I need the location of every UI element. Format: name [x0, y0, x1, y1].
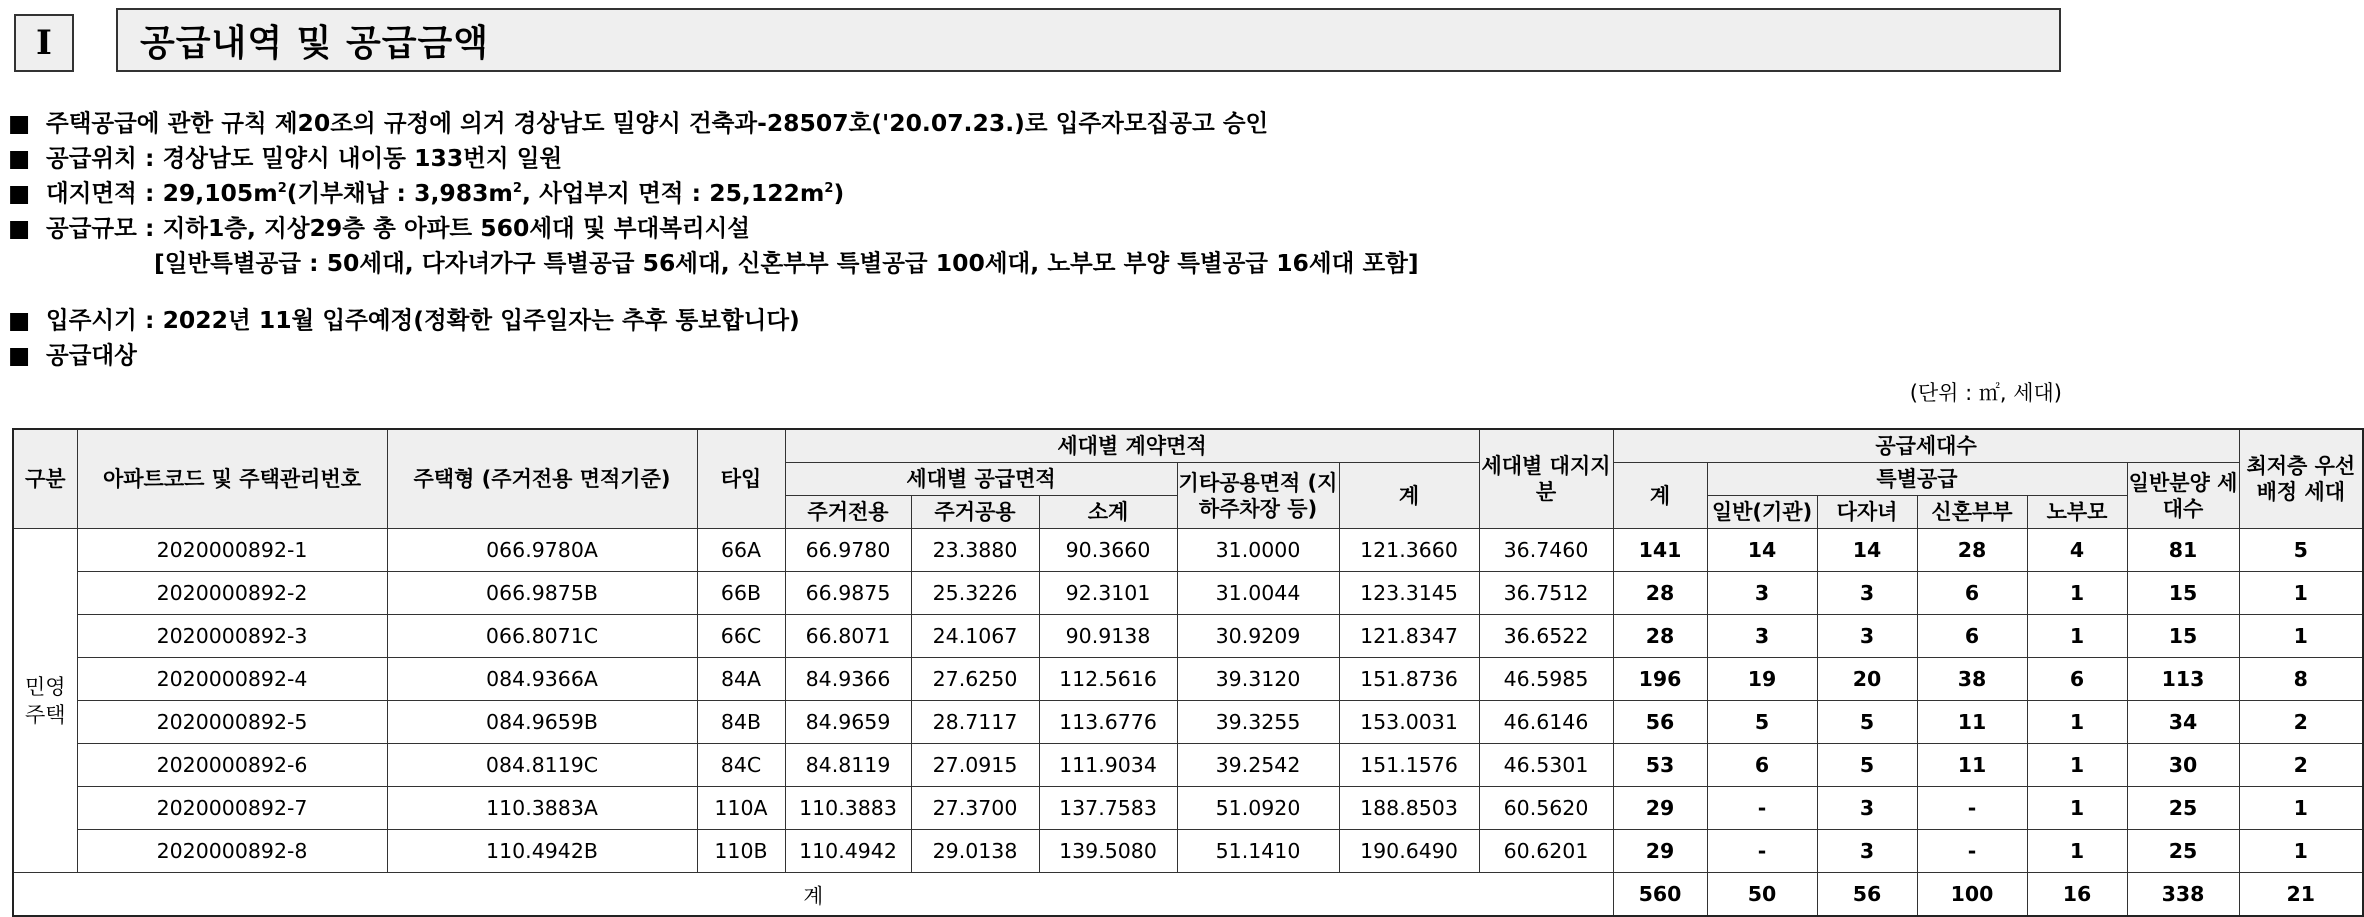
cell-exclusive: 66.9875: [785, 572, 911, 615]
header-subtotal: 소계: [1039, 496, 1177, 529]
table-row: [13, 830, 2363, 873]
cell-multi-child: 3: [1817, 787, 1917, 830]
cell-newlywed: -: [1917, 787, 2027, 830]
bullet-marker: ■: [8, 214, 31, 242]
cell-units: 53: [1613, 744, 1707, 787]
header-supply-units: 공급세대수: [1613, 429, 2239, 463]
bullet-location-text: 공급위치 : 경상남도 밀양시 내이동 133번지 일원: [46, 144, 563, 172]
cell-subtotal: 90.9138: [1039, 615, 1177, 658]
cell-code: 2020000892-4: [77, 658, 387, 701]
cell-lowest-floor: 5: [2239, 529, 2363, 572]
cell-code: 2020000892-8: [77, 830, 387, 873]
supply-table: [12, 428, 2364, 917]
cell-newlywed: 6: [1917, 615, 2027, 658]
cell-land-share: 60.5620: [1479, 787, 1613, 830]
cell-exclusive: 84.8119: [785, 744, 911, 787]
cell-general-inst: 5: [1707, 701, 1817, 744]
cell-lowest-floor: 1: [2239, 572, 2363, 615]
table-row: [13, 529, 2363, 572]
cell-units: 141: [1613, 529, 1707, 572]
cell-multi-child: 5: [1817, 701, 1917, 744]
cell-subtotal: 137.7583: [1039, 787, 1177, 830]
cell-type: 66C: [697, 615, 785, 658]
cell-subtotal: 111.9034: [1039, 744, 1177, 787]
cell-subtotal: 92.3101: [1039, 572, 1177, 615]
cell-general-sale: 34: [2127, 701, 2239, 744]
cell-common: 24.1067: [911, 615, 1039, 658]
bullet-marker: ■: [8, 109, 31, 137]
cell-general-inst: -: [1707, 787, 1817, 830]
cell-newlywed: 28: [1917, 529, 2027, 572]
cell-land-share: 46.6146: [1479, 701, 1613, 744]
bullet-approval-text: 주택공급에 관한 규칙 제20조의 규정에 의거 경상남도 밀양시 건축과-28507호('20.07.23.)로 입주자모집공고 승인: [46, 109, 1269, 137]
cell-subtotal: 112.5616: [1039, 658, 1177, 701]
superscript: 2: [512, 181, 522, 197]
cell-general-sale: 30: [2127, 744, 2239, 787]
total-elderly: 16: [2027, 873, 2127, 917]
table-row: [13, 615, 2363, 658]
cell-area-total: 151.1576: [1339, 744, 1479, 787]
cell-common: 27.3700: [911, 787, 1039, 830]
cell-units: 29: [1613, 830, 1707, 873]
cell-lowest-floor: 1: [2239, 787, 2363, 830]
total-general-inst: 50: [1707, 873, 1817, 917]
cell-land-share: 36.6522: [1479, 615, 1613, 658]
header-general-sale: 일반분양 세대수: [2127, 463, 2239, 529]
cell-other-common: 39.3255: [1177, 701, 1339, 744]
cell-multi-child: 20: [1817, 658, 1917, 701]
header-multi-child: 다자녀: [1817, 496, 1917, 529]
cell-exclusive: 66.8071: [785, 615, 911, 658]
cell-exclusive: 66.9780: [785, 529, 911, 572]
cell-subtotal: 113.6776: [1039, 701, 1177, 744]
cell-general-inst: 3: [1707, 615, 1817, 658]
cell-type: 84B: [697, 701, 785, 744]
cell-multi-child: 5: [1817, 744, 1917, 787]
cell-other-common: 31.0000: [1177, 529, 1339, 572]
cell-common: 28.7117: [911, 701, 1039, 744]
bullet-marker: ■: [8, 144, 31, 172]
cell-type: 66B: [697, 572, 785, 615]
header-category: 구분: [13, 429, 77, 529]
cell-housing-type: 110.4942B: [387, 830, 697, 873]
cell-area-total: 190.6490: [1339, 830, 1479, 873]
cell-area-total: 121.8347: [1339, 615, 1479, 658]
bullet-marker: ■: [8, 179, 31, 207]
bullet-marker: ■: [8, 306, 31, 334]
cell-units: 28: [1613, 572, 1707, 615]
category-cell: 민영 주택: [13, 529, 77, 873]
cell-housing-type: 066.9875B: [387, 572, 697, 615]
total-general-sale: 338: [2127, 873, 2239, 917]
site-area-text: 대지면적 : 29,105m: [46, 179, 278, 207]
cell-lowest-floor: 2: [2239, 701, 2363, 744]
cell-newlywed: 11: [1917, 701, 2027, 744]
total-lowest-floor: 21: [2239, 873, 2363, 917]
cell-other-common: 30.9209: [1177, 615, 1339, 658]
cell-other-common: 39.3120: [1177, 658, 1339, 701]
cell-multi-child: 3: [1817, 830, 1917, 873]
cell-multi-child: 14: [1817, 529, 1917, 572]
cell-area-total: 121.3660: [1339, 529, 1479, 572]
cell-code: 2020000892-1: [77, 529, 387, 572]
bullet-location: [8, 143, 562, 173]
bullet-target: [8, 340, 137, 370]
cell-type: 66A: [697, 529, 785, 572]
cell-other-common: 51.1410: [1177, 830, 1339, 873]
cell-units: 28: [1613, 615, 1707, 658]
cell-general-sale: 25: [2127, 787, 2239, 830]
cell-common: 29.0138: [911, 830, 1039, 873]
header-type: 타입: [697, 429, 785, 529]
bullet-site-area: [8, 178, 844, 208]
cell-general-inst: 6: [1707, 744, 1817, 787]
cell-area-total: 188.8503: [1339, 787, 1479, 830]
header-exclusive: 주거전용: [785, 496, 911, 529]
cell-lowest-floor: 1: [2239, 615, 2363, 658]
cell-exclusive: 84.9366: [785, 658, 911, 701]
header-area-total: 계: [1339, 463, 1479, 529]
table-row: [13, 658, 2363, 701]
cell-subtotal: 139.5080: [1039, 830, 1177, 873]
cell-elderly: 1: [2027, 787, 2127, 830]
header-newlywed: 신혼부부: [1917, 496, 2027, 529]
cell-elderly: 1: [2027, 701, 2127, 744]
cell-housing-type: 110.3883A: [387, 787, 697, 830]
cell-general-inst: 3: [1707, 572, 1817, 615]
cell-general-sale: 113: [2127, 658, 2239, 701]
cell-land-share: 46.5301: [1479, 744, 1613, 787]
header-common: 주거공용: [911, 496, 1039, 529]
table-row: [13, 701, 2363, 744]
cell-subtotal: 90.3660: [1039, 529, 1177, 572]
header-units-total: 계: [1613, 463, 1707, 529]
header-general-inst: 일반(기관): [1707, 496, 1817, 529]
bullet-target-text: 공급대상: [46, 341, 137, 369]
cell-housing-type: 084.9366A: [387, 658, 697, 701]
cell-elderly: 1: [2027, 744, 2127, 787]
cell-type: 110A: [697, 787, 785, 830]
cell-newlywed: 6: [1917, 572, 2027, 615]
cell-newlywed: 11: [1917, 744, 2027, 787]
table-total-row: [13, 873, 2363, 917]
cell-type: 84C: [697, 744, 785, 787]
total-newlywed: 100: [1917, 873, 2027, 917]
cell-multi-child: 3: [1817, 615, 1917, 658]
cell-housing-type: 084.8119C: [387, 744, 697, 787]
cell-code: 2020000892-2: [77, 572, 387, 615]
cell-general-inst: -: [1707, 830, 1817, 873]
total-multi-child: 56: [1817, 873, 1917, 917]
cell-elderly: 4: [2027, 529, 2127, 572]
cell-code: 2020000892-3: [77, 615, 387, 658]
cell-units: 196: [1613, 658, 1707, 701]
cell-newlywed: -: [1917, 830, 2027, 873]
total-label: 계: [13, 873, 1613, 917]
cell-general-sale: 25: [2127, 830, 2239, 873]
site-area-text: , 사업부지 면적 : 25,122m: [521, 179, 825, 207]
superscript: 2: [824, 181, 834, 197]
header-land-share: 세대별 대지지분: [1479, 429, 1613, 529]
cell-general-inst: 19: [1707, 658, 1817, 701]
header-housing-type: 주택형 (주거전용 면적기준): [387, 429, 697, 529]
cell-general-inst: 14: [1707, 529, 1817, 572]
table-header-row: [13, 429, 2363, 463]
cell-common: 25.3226: [911, 572, 1039, 615]
cell-other-common: 39.2542: [1177, 744, 1339, 787]
unit-note: (단위 : ㎡, 세대): [1909, 381, 2062, 405]
cell-newlywed: 38: [1917, 658, 2027, 701]
cell-exclusive: 84.9659: [785, 701, 911, 744]
cell-exclusive: 110.3883: [785, 787, 911, 830]
cell-housing-type: 084.9659B: [387, 701, 697, 744]
cell-code: 2020000892-6: [77, 744, 387, 787]
cell-area-total: 153.0031: [1339, 701, 1479, 744]
cell-elderly: 6: [2027, 658, 2127, 701]
section-title: 공급내역 및 공급금액: [116, 8, 2061, 72]
bullet-marker: ■: [8, 341, 31, 369]
cell-elderly: 1: [2027, 830, 2127, 873]
bullet-scale: [8, 213, 750, 243]
cell-housing-type: 066.8071C: [387, 615, 697, 658]
header-apt-code: 아파트코드 및 주택관리번호: [77, 429, 387, 529]
cell-general-sale: 15: [2127, 572, 2239, 615]
header-elderly: 노부모: [2027, 496, 2127, 529]
site-area-text: ): [833, 179, 845, 207]
cell-elderly: 1: [2027, 615, 2127, 658]
cell-land-share: 60.6201: [1479, 830, 1613, 873]
header-special: 특별공급: [1707, 463, 2127, 496]
total-units: 560: [1613, 873, 1707, 917]
cell-units: 56: [1613, 701, 1707, 744]
cell-type: 84A: [697, 658, 785, 701]
header-contract-area: 세대별 계약면적: [785, 429, 1479, 463]
cell-other-common: 51.0920: [1177, 787, 1339, 830]
cell-area-total: 123.3145: [1339, 572, 1479, 615]
cell-exclusive: 110.4942: [785, 830, 911, 873]
table-row: [13, 787, 2363, 830]
cell-lowest-floor: 8: [2239, 658, 2363, 701]
cell-land-share: 36.7460: [1479, 529, 1613, 572]
section-header: [12, 8, 2066, 72]
cell-type: 110B: [697, 830, 785, 873]
cell-common: 27.6250: [911, 658, 1039, 701]
cell-lowest-floor: 1: [2239, 830, 2363, 873]
cell-land-share: 46.5985: [1479, 658, 1613, 701]
site-area-text: (기부채납 : 3,983m: [286, 179, 513, 207]
cell-land-share: 36.7512: [1479, 572, 1613, 615]
bullet-scale-text: 공급규모 : 지하1층, 지상29층 총 아파트 560세대 및 부대복리시설: [46, 214, 751, 242]
bullet-approval: [8, 108, 1268, 138]
cell-elderly: 1: [2027, 572, 2127, 615]
cell-lowest-floor: 2: [2239, 744, 2363, 787]
cell-housing-type: 066.9780A: [387, 529, 697, 572]
header-supply-area: 세대별 공급면적: [785, 463, 1177, 496]
table-row: [13, 744, 2363, 787]
bullet-move-in: [8, 305, 800, 335]
cell-common: 27.0915: [911, 744, 1039, 787]
cell-general-sale: 15: [2127, 615, 2239, 658]
bullet-move-in-text: 입주시기 : 2022년 11월 입주예정(정확한 입주일자는 추후 통보합니다): [46, 306, 800, 334]
superscript: 2: [277, 181, 287, 197]
cell-code: 2020000892-7: [77, 787, 387, 830]
cell-code: 2020000892-5: [77, 701, 387, 744]
cell-general-sale: 81: [2127, 529, 2239, 572]
cell-other-common: 31.0044: [1177, 572, 1339, 615]
cell-area-total: 151.8736: [1339, 658, 1479, 701]
section-number: I: [14, 14, 74, 72]
header-lowest-floor: 최저층 우선 배정 세대: [2239, 429, 2363, 529]
cell-units: 29: [1613, 787, 1707, 830]
cell-multi-child: 3: [1817, 572, 1917, 615]
table-row: [13, 572, 2363, 615]
cell-common: 23.3880: [911, 529, 1039, 572]
header-other-common: 기타공용면적 (지하주차장 등): [1177, 463, 1339, 529]
bullet-scale-detail: [일반특별공급 : 50세대, 다자녀가구 특별공급 56세대, 신혼부부 특별공급 100세대, 노부모 부양 특별공급 16세대 포함]: [154, 249, 1419, 277]
